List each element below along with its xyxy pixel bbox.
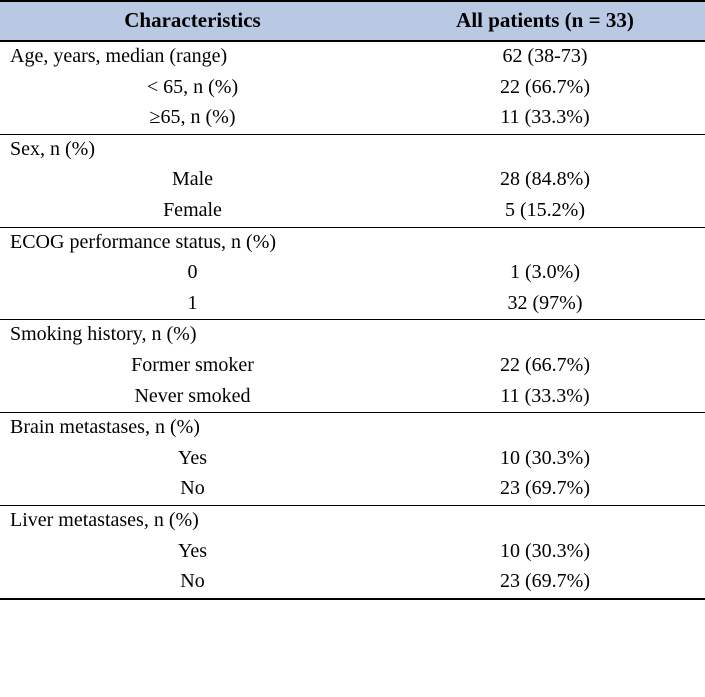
row-label: Never smoked — [134, 384, 251, 407]
row-value — [385, 413, 705, 444]
table-header — [0, 1, 705, 41]
table-body — [0, 41, 705, 599]
table-row — [0, 196, 705, 227]
table-row — [0, 567, 705, 599]
table-row — [0, 73, 705, 104]
row-label: No — [0, 567, 385, 599]
row-value: 1 (3.0%) — [510, 261, 580, 284]
row-label: Former smoker — [131, 353, 254, 376]
table-row — [0, 537, 705, 568]
row-value: 28 (84.8%) — [500, 168, 590, 191]
table-header-row — [0, 1, 705, 41]
row-label: ≥65, n (%) — [149, 106, 236, 129]
row-value: 5 (15.2%) — [505, 198, 585, 221]
row-value: 10 (30.3%) — [500, 446, 590, 469]
row-label: Sex, n (%) — [0, 134, 385, 165]
row-label: Male — [171, 168, 214, 191]
row-value: 23 (69.7%) — [385, 567, 705, 599]
row-value: 32 (97%) — [507, 291, 583, 314]
row-label: Female — [163, 198, 222, 221]
table-row — [0, 165, 705, 196]
row-value: 62 (38-73) — [502, 45, 588, 67]
table-row — [0, 134, 705, 165]
row-label: Age, years, median (range) — [10, 45, 228, 67]
row-value — [385, 320, 705, 351]
row-label: < 65, n (%) — [146, 75, 239, 98]
table-row — [0, 41, 705, 73]
table-row — [0, 320, 705, 351]
row-value: 11 (33.3%) — [500, 106, 590, 129]
row-value: 23 (69.7%) — [500, 477, 590, 500]
row-label: Brain metastases, n (%) — [0, 413, 385, 444]
row-value: 22 (66.7%) — [500, 353, 590, 376]
row-value: 11 (33.3%) — [500, 384, 590, 407]
table-row — [0, 505, 705, 536]
table-row — [0, 103, 705, 134]
table-row — [0, 444, 705, 475]
row-label: Smoking history, n (%) — [0, 320, 385, 351]
row-label: Yes — [177, 446, 208, 469]
row-label: Liver metastases, n (%) — [0, 505, 385, 536]
row-value — [385, 505, 705, 536]
table-row — [0, 227, 705, 258]
column-header-all-patients: All patients (n = 33) — [385, 1, 705, 41]
table-row — [0, 413, 705, 444]
table-row — [0, 351, 705, 382]
table-row — [0, 289, 705, 320]
row-label: No — [180, 477, 205, 500]
table-row — [0, 382, 705, 413]
row-value — [385, 227, 705, 258]
row-label: ECOG performance status, n (%) — [0, 227, 385, 258]
column-header-characteristics: Characteristics — [0, 1, 385, 41]
row-label: 1 — [187, 291, 198, 314]
row-value: 22 (66.7%) — [500, 75, 590, 98]
row-value — [385, 134, 705, 165]
table-row — [0, 474, 705, 505]
row-label: 0 — [187, 261, 198, 284]
table-row — [0, 258, 705, 289]
row-value: 10 (30.3%) — [500, 539, 590, 562]
row-label: Yes — [177, 539, 208, 562]
